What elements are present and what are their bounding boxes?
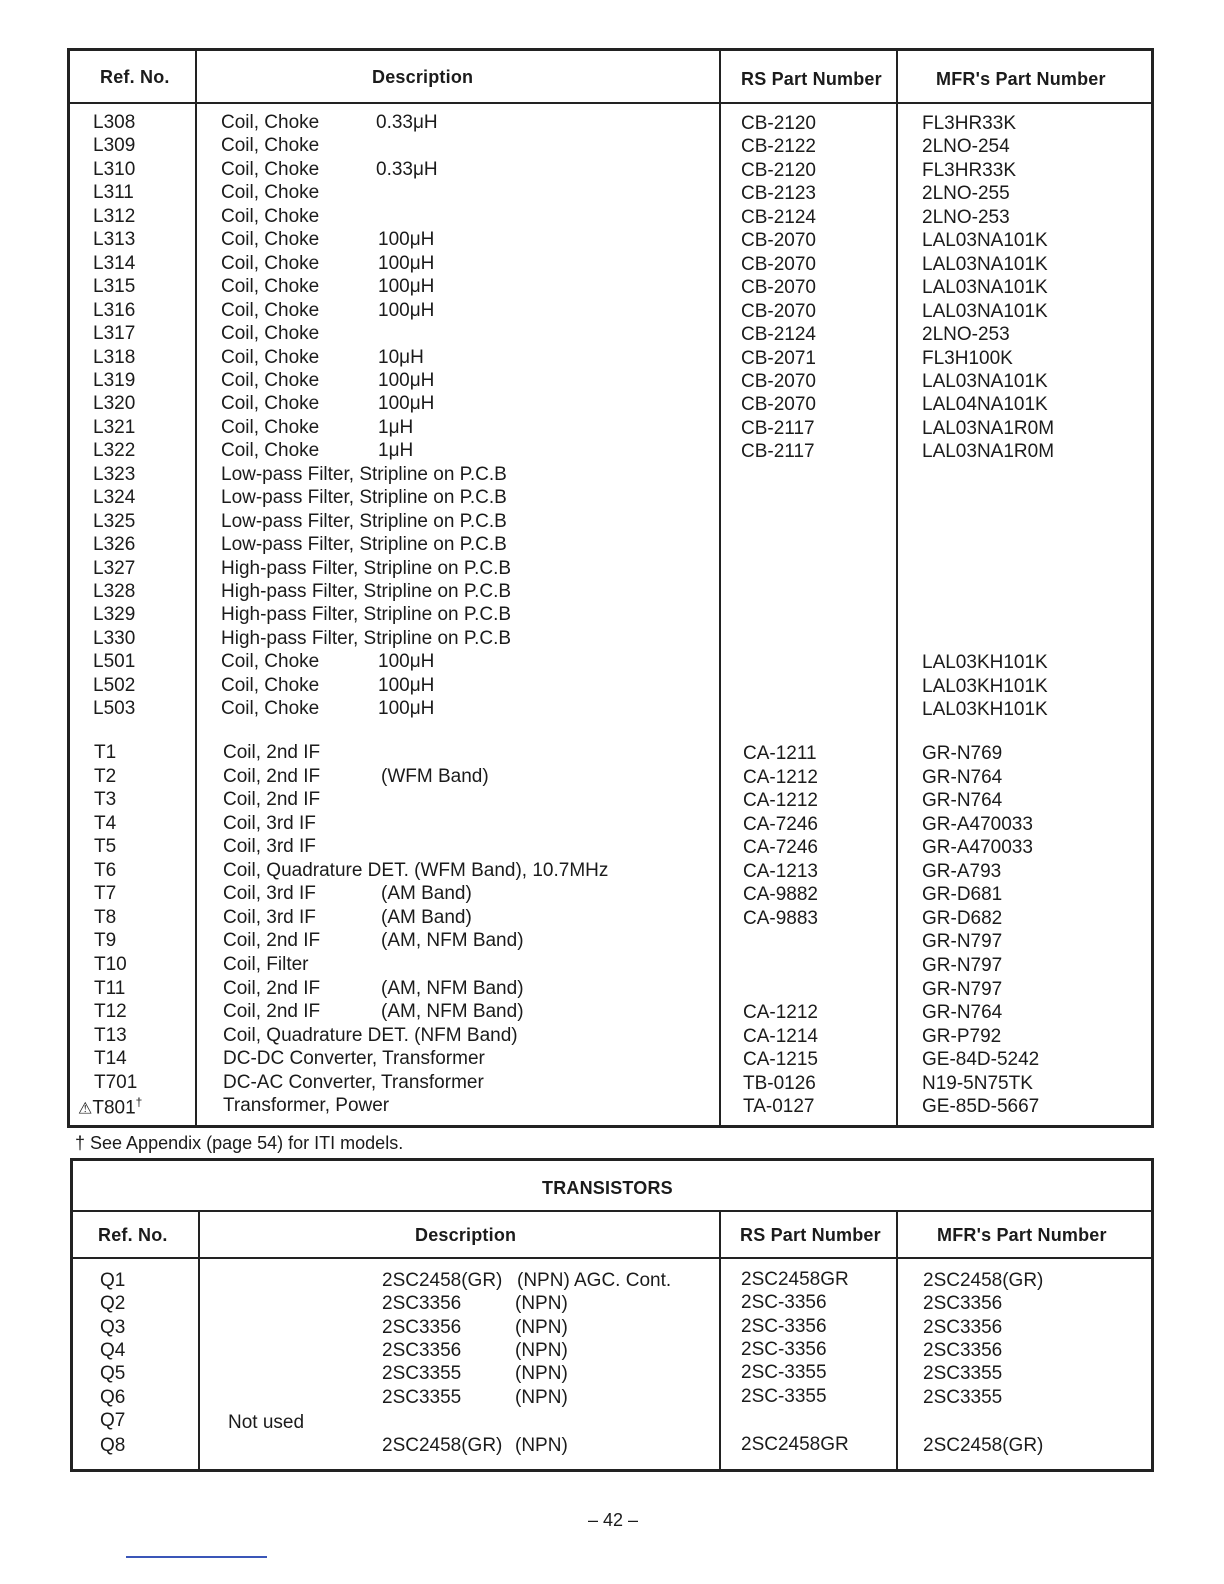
mfr-part-number: GR-N764 — [922, 766, 1003, 788]
rs-part-number: CB-2120 — [741, 159, 816, 181]
ref-no: L325 — [93, 510, 136, 532]
description: Coil, Choke — [221, 276, 320, 298]
ref-no: L326 — [93, 534, 136, 556]
ref-no: T9 — [94, 930, 117, 952]
mfr-part-number: GE-85D-5667 — [922, 1096, 1040, 1118]
mfr-part-number: GR-N764 — [922, 1002, 1003, 1024]
value: (AM Band) — [381, 906, 472, 928]
rs-part-number: 2SC-3356 — [741, 1292, 827, 1314]
title-divider — [73, 1210, 1151, 1212]
ref-no: L318 — [93, 346, 136, 368]
description: Coil, 2nd IF — [223, 1001, 321, 1023]
ref-no: L312 — [93, 205, 136, 227]
ref-no: T3 — [94, 789, 117, 811]
ref-no: L327 — [93, 557, 136, 579]
ref-no: L310 — [93, 158, 136, 180]
transistor-type: (NPN) — [515, 1363, 568, 1385]
mfr-part-number: LAL03KH101K — [922, 699, 1048, 721]
value: 10μH — [378, 346, 424, 368]
description: High-pass Filter, Stripline on P.C.B — [221, 557, 512, 579]
rs-part-number: CB-2120 — [741, 113, 816, 134]
description: Coil, Choke — [221, 416, 320, 438]
rs-part-number: CB-2070 — [741, 253, 816, 275]
rs-part-number: CB-2124 — [741, 324, 816, 346]
ref-no: Q7 — [100, 1409, 126, 1431]
mfr-part-number: 2LNO-254 — [922, 136, 1010, 158]
mfr-part-number: GE-84D-5242 — [922, 1049, 1040, 1071]
rs-part-number: CB-2124 — [741, 206, 816, 228]
rs-part-number: CA-1211 — [743, 743, 817, 764]
ref-no: Q3 — [100, 1316, 126, 1338]
ref-no: L313 — [93, 229, 136, 251]
rs-part-number: CB-2070 — [741, 394, 816, 416]
part-name: 2SC3356 — [382, 1293, 462, 1315]
transistor-type: (NPN) — [515, 1316, 568, 1338]
description: Low-pass Filter, Stripline on P.C.B — [221, 510, 507, 532]
description: Low-pass Filter, Stripline on P.C.B — [221, 487, 507, 509]
mfr-part-number: GR-N769 — [922, 743, 1003, 764]
description: Coil, Choke — [221, 651, 320, 673]
value: (AM, NFM Band) — [381, 930, 524, 952]
ref-no: L315 — [93, 276, 136, 298]
description: Coil, Choke — [221, 112, 320, 133]
column-divider — [896, 1210, 898, 1469]
value: 100μH — [378, 229, 435, 251]
ref-no: Q2 — [100, 1293, 126, 1315]
rs-part-number: CA-7246 — [743, 837, 818, 859]
description: DC-AC Converter, Transformer — [223, 1071, 484, 1093]
dagger-mark: † — [135, 1095, 143, 1110]
header-description: Description — [415, 1225, 517, 1245]
rs-part-number: CA-9883 — [743, 907, 818, 929]
column-divider — [719, 1210, 721, 1469]
bottom-rule — [126, 1556, 267, 1558]
ref-no: Q5 — [100, 1363, 126, 1385]
rs-part-number: CB-2117 — [741, 441, 815, 463]
header-description: Description — [372, 67, 474, 87]
mfr-part-number: 2SC2458(GR) — [923, 1270, 1044, 1291]
coils-table — [67, 48, 1154, 1128]
ref-no: L321 — [93, 416, 136, 438]
value: 100μH — [378, 651, 435, 673]
description: Coil, Quadrature DET. (NFM Band) — [223, 1024, 518, 1046]
mfr-part-number: GR-N797 — [922, 931, 1003, 953]
mfr-part-number: LAL03KH101K — [922, 675, 1048, 697]
description: Low-pass Filter, Stripline on P.C.B — [221, 463, 507, 485]
description: Coil, Choke — [221, 182, 320, 204]
description: Coil, Choke — [221, 393, 320, 415]
ref-no: L503 — [93, 698, 136, 720]
value: 100μH — [378, 276, 435, 298]
ref-no: L502 — [93, 674, 136, 696]
ref-no: Q4 — [100, 1339, 126, 1361]
ref-no: L308 — [93, 112, 136, 133]
mfr-part-number: GR-D681 — [922, 884, 1003, 906]
ref-no: T11 — [94, 977, 126, 999]
description: Coil, Choke — [221, 205, 320, 227]
description: Coil, 2nd IF — [223, 742, 321, 763]
caution-icon: ⚠ — [78, 1100, 93, 1118]
mfr-part-number: LAL04NA101K — [922, 394, 1048, 416]
mfr-part-number: GR-N797 — [922, 954, 1003, 976]
value: 0.33μH — [376, 158, 438, 180]
ref-no: L319 — [93, 369, 136, 391]
description: Coil, Quadrature DET. (WFM Band), 10.7MHz — [223, 859, 609, 881]
description: Coil, 3rd IF — [223, 812, 316, 834]
description: Coil, 2nd IF — [223, 765, 321, 787]
mfr-part-number: LAL03NA101K — [922, 253, 1048, 275]
description: Coil, 2nd IF — [223, 930, 321, 952]
ref-no: L317 — [93, 323, 136, 345]
rs-part-number: 2SC-3356 — [741, 1338, 827, 1360]
ref-no: L323 — [93, 463, 136, 485]
ref-no: T5 — [94, 836, 117, 858]
rs-part-number: CB-2122 — [741, 136, 816, 158]
value: 100μH — [378, 674, 435, 696]
rs-part-number: 2SC-3355 — [741, 1385, 827, 1407]
rs-part-number: CA-1214 — [743, 1025, 818, 1047]
description: Coil, 2nd IF — [223, 789, 321, 811]
ref-no: T4 — [94, 812, 117, 834]
ref-no: L501 — [93, 651, 136, 673]
description: Low-pass Filter, Stripline on P.C.B — [221, 534, 507, 556]
ref-no-text: T801 — [92, 1097, 136, 1119]
ref-no: T12 — [94, 1001, 127, 1023]
part-name: 2SC3355 — [382, 1363, 462, 1385]
part-name: 2SC2458(GR) — [382, 1435, 503, 1456]
page-number: – 42 – — [588, 1510, 639, 1530]
ref-no: L328 — [93, 581, 136, 602]
part-name: 2SC3356 — [382, 1339, 462, 1361]
transistor-type: (NPN) — [515, 1386, 568, 1408]
rs-part-number: 2SC-3355 — [741, 1362, 827, 1384]
rs-part-number: CB-2070 — [741, 370, 816, 392]
mfr-part-number: LAL03NA101K — [922, 277, 1048, 299]
header-mfr-part: MFR's Part Number — [936, 69, 1106, 89]
description: Transformer, Power — [223, 1095, 390, 1117]
ref-no: L314 — [93, 252, 136, 274]
header-divider — [70, 102, 1151, 104]
mfr-part-number: 2LNO-253 — [922, 206, 1010, 228]
ref-no: T7 — [94, 883, 117, 905]
mfr-part-number: 2SC3355 — [923, 1386, 1003, 1408]
rs-part-number: CB-2123 — [741, 183, 816, 205]
description: High-pass Filter, Stripline on P.C.B — [221, 627, 512, 649]
transistor-type: (NPN) AGC. Cont. — [517, 1270, 672, 1291]
rs-part-number: TB-0126 — [743, 1072, 816, 1094]
mfr-part-number: LAL03NA1R0M — [922, 441, 1055, 463]
part-name: 2SC3355 — [382, 1386, 462, 1408]
mfr-part-number: LAL03NA101K — [922, 370, 1048, 392]
mfr-part-number: N19-5N75TK — [922, 1072, 1033, 1094]
value: 100μH — [378, 393, 435, 415]
description: Coil, Choke — [221, 299, 320, 321]
ref-no: L322 — [93, 440, 136, 462]
value: 100μH — [378, 252, 435, 274]
description: Coil, Choke — [221, 229, 320, 251]
ref-no: T6 — [94, 859, 117, 881]
rs-part-number: CB-2071 — [741, 347, 816, 369]
value: 100μH — [378, 299, 435, 321]
column-divider — [719, 51, 721, 1125]
ref-no: T701 — [94, 1071, 138, 1093]
rs-part-number: CB-2070 — [741, 300, 816, 322]
header-ref: Ref. No. — [100, 67, 170, 87]
part-name: 2SC3356 — [382, 1316, 462, 1338]
column-divider — [198, 1210, 200, 1469]
rs-part-number: CB-2117 — [741, 417, 815, 439]
rs-part-number: CB-2070 — [741, 277, 816, 299]
description: Coil, Choke — [221, 440, 320, 462]
description: Coil, Choke — [221, 698, 320, 720]
part-name: 2SC2458(GR) — [382, 1270, 503, 1291]
ref-no: T13 — [94, 1024, 127, 1046]
value: (AM, NFM Band) — [381, 977, 524, 999]
ref-no — [78, 1096, 142, 1117]
ref-no: L309 — [93, 135, 136, 157]
ref-no: T1 — [94, 742, 117, 763]
rs-part-number: CA-1212 — [743, 766, 818, 788]
rs-part-number: TA-0127 — [743, 1096, 815, 1118]
mfr-part-number: GR-A470033 — [922, 837, 1033, 859]
mfr-part-number: LAL03NA101K — [922, 300, 1048, 322]
mfr-part-number: FL3HR33K — [922, 159, 1016, 181]
rs-part-number: CA-1215 — [743, 1049, 818, 1071]
column-divider — [896, 51, 898, 1125]
header-ref: Ref. No. — [98, 1225, 168, 1245]
mfr-part-number: LAL03KH101K — [922, 652, 1048, 674]
transistor-type: (NPN) — [515, 1435, 568, 1456]
header-rs-part: RS Part Number — [741, 69, 882, 89]
mfr-part-number: 2LNO-255 — [922, 183, 1010, 205]
mfr-part-number: 2SC3356 — [923, 1316, 1003, 1338]
ref-no: L320 — [93, 393, 136, 415]
value: (AM Band) — [381, 883, 472, 905]
ref-no: T2 — [94, 765, 117, 787]
ref-no: Q1 — [100, 1270, 126, 1291]
ref-no: T14 — [94, 1048, 127, 1070]
transistor-type: (NPN) — [515, 1339, 568, 1361]
mfr-part-number: 2LNO-253 — [922, 324, 1010, 346]
mfr-part-number: GR-D682 — [922, 907, 1003, 929]
description: DC-DC Converter, Transformer — [223, 1048, 485, 1070]
rs-part-number: 2SC-3356 — [741, 1315, 827, 1337]
transistors-table — [70, 1158, 1154, 1472]
description: Coil, Choke — [221, 135, 320, 157]
ref-no: L316 — [93, 299, 136, 321]
rs-part-number: 2SC2458GR — [741, 1269, 849, 1290]
description: Coil, 2nd IF — [223, 977, 321, 999]
mfr-part-number: GR-A793 — [922, 860, 1002, 882]
mfr-part-number: FL3H100K — [922, 347, 1013, 369]
description: Coil, Choke — [221, 674, 320, 696]
mfr-part-number: GR-A470033 — [922, 813, 1033, 835]
mfr-part-number: 2SC3356 — [923, 1339, 1003, 1361]
note: Not used — [228, 1411, 305, 1433]
mfr-part-number: 2SC2458(GR) — [923, 1435, 1044, 1456]
transistor-type: (NPN) — [515, 1293, 568, 1315]
rs-part-number: CA-9882 — [743, 884, 818, 906]
mfr-part-number: LAL03NA101K — [922, 230, 1048, 252]
footnote: † See Appendix (page 54) for ITI models. — [75, 1133, 404, 1153]
ref-no: T10 — [94, 953, 127, 975]
ref-no: L329 — [93, 604, 136, 626]
rs-part-number: CA-7246 — [743, 813, 818, 835]
description: Coil, Choke — [221, 369, 320, 391]
rs-part-number: CB-2070 — [741, 230, 816, 252]
value: (AM, NFM Band) — [381, 1001, 524, 1023]
ref-no: L311 — [93, 182, 134, 204]
value: 100μH — [378, 369, 435, 391]
description: Coil, Choke — [221, 158, 320, 180]
description: High-pass Filter, Stripline on P.C.B — [221, 604, 512, 626]
mfr-part-number: GR-N797 — [922, 978, 1003, 1000]
rs-part-number: CA-1212 — [743, 1002, 818, 1024]
ref-no: T8 — [94, 906, 117, 928]
value: 0.33μH — [376, 112, 438, 133]
mfr-part-number: 2SC3356 — [923, 1293, 1003, 1315]
mfr-part-number: 2SC3355 — [923, 1363, 1003, 1385]
ref-no: Q6 — [100, 1386, 126, 1408]
rs-part-number: CA-1213 — [743, 860, 818, 882]
value: (WFM Band) — [381, 765, 489, 787]
ref-no: L324 — [93, 487, 136, 509]
description: Coil, 3rd IF — [223, 906, 316, 928]
value: 1μH — [378, 440, 414, 462]
mfr-part-number: GR-P792 — [922, 1025, 1002, 1047]
header-mfr-part: MFR's Part Number — [937, 1225, 1107, 1245]
description: Coil, 3rd IF — [223, 883, 316, 905]
value: 100μH — [378, 698, 435, 720]
rs-part-number: 2SC2458GR — [741, 1434, 849, 1455]
description: High-pass Filter, Stripline on P.C.B — [221, 581, 512, 602]
mfr-part-number: GR-N764 — [922, 790, 1003, 812]
ref-no: Q8 — [100, 1435, 126, 1456]
value: 1μH — [378, 416, 414, 438]
header-divider — [73, 1257, 1151, 1259]
ref-no: L330 — [93, 627, 136, 649]
description: Coil, Choke — [221, 252, 320, 274]
column-divider — [195, 51, 197, 1125]
description: Coil, Choke — [221, 323, 320, 345]
mfr-part-number: LAL03NA1R0M — [922, 417, 1055, 439]
description: Coil, 3rd IF — [223, 836, 316, 858]
mfr-part-number: FL3HR33K — [922, 113, 1016, 134]
header-rs-part: RS Part Number — [740, 1225, 881, 1245]
rs-part-number: CA-1212 — [743, 790, 818, 812]
description: Coil, Choke — [221, 346, 320, 368]
description: Coil, Filter — [223, 953, 309, 975]
table-title: TRANSISTORS — [542, 1178, 673, 1198]
